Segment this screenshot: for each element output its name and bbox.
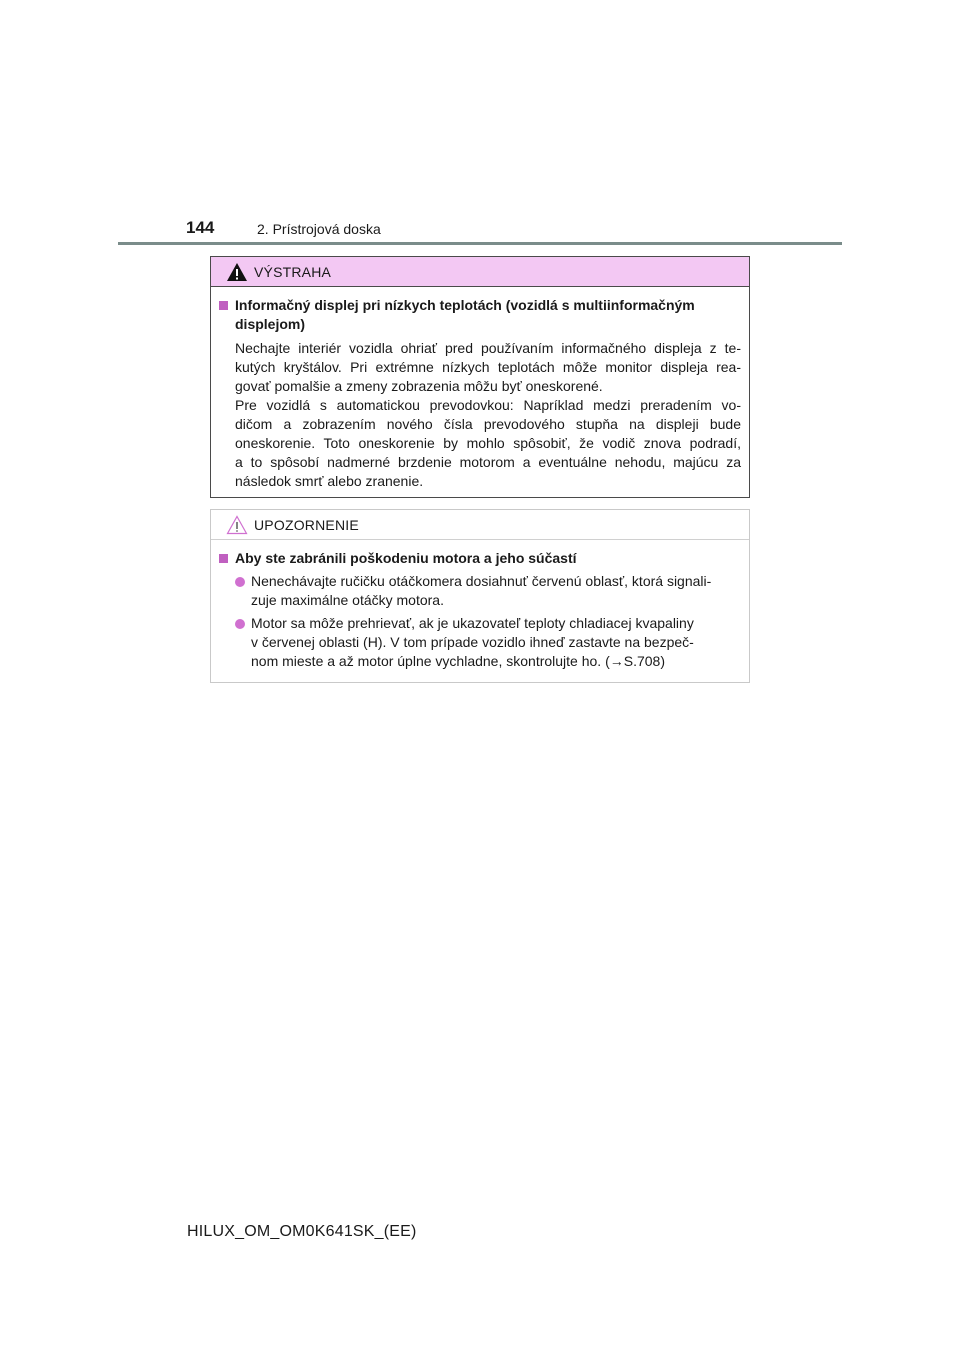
caution-bullet-2-line-1: Motor sa môže prehrievať, ak je ukazovateľ teploty chladiacej kvapaliny	[251, 615, 694, 631]
document-code: HILUX_OM_OM0K641SK_(EE)	[187, 1223, 417, 1240]
caution-box	[210, 509, 750, 683]
square-bullet-icon	[219, 554, 228, 563]
caution-title: Aby ste zabránili poškodeniu motora a jeho súčastí	[235, 550, 577, 566]
caution-bullet-2	[235, 614, 741, 671]
warning-box	[210, 256, 750, 498]
warning-header	[211, 257, 749, 287]
header-divider	[118, 242, 842, 245]
caution-header	[211, 510, 749, 540]
warning-triangle-icon	[226, 262, 248, 282]
warning-title-line-2: displejom)	[235, 316, 306, 332]
warning-line-1: Nechajte interiér vozidla ohriať pred používaním informačného displeja z te-	[235, 340, 741, 356]
caution-triangle-icon	[226, 515, 248, 535]
section-title: 2. Prístrojová doska	[257, 221, 381, 237]
warning-line-3: govať pomalšie a zmeny zobrazenia môžu byť oneskorené.	[235, 378, 603, 394]
warning-paragraph	[235, 339, 741, 491]
warning-item-title	[219, 296, 741, 334]
caution-bullet-2-line-3: nom mieste a až motor úplne vychladne, skontrolujte ho. (→S.708)	[251, 653, 665, 669]
caution-bullet-1-line-1: Nenechávajte ručičku otáčkomera dosiahnuť červenú oblasť, ktorá signali-	[251, 573, 712, 589]
warning-line-4: Pre vozidlá s automatickou prevodovkou: Napríklad medzi preradením vo-	[235, 397, 741, 413]
warning-body	[211, 287, 749, 491]
page-number: 144	[186, 218, 215, 237]
caution-body	[211, 540, 749, 671]
caution-label: UPOZORNENIE	[254, 516, 359, 533]
round-bullet-icon	[235, 619, 245, 629]
warning-title-line-1: Informačný displej pri nízkych teplotách (vozidlá s multiinformačným	[235, 297, 695, 313]
warning-line-8: následok smrť alebo zranenie.	[235, 473, 424, 489]
caution-bullet-2-line-2: v červenej oblasti (H). V tom prípade vozidlo ihneď zastavte na bezpeč-	[251, 634, 694, 650]
round-bullet-icon	[235, 577, 245, 587]
warning-label: VÝSTRAHA	[254, 263, 332, 280]
warning-line-6: oneskorenie. Toto oneskorenie by mohlo spôsobiť, že vodič znova podradí,	[235, 435, 741, 451]
warning-line-7: a to spôsobí nadmerné brzdenie motorom a eventuálne nehodu, majúcu za	[235, 454, 741, 470]
caution-item-title	[219, 549, 741, 568]
caution-bullet-1-line-2: zuje maximálne otáčky motora.	[251, 592, 444, 608]
square-bullet-icon	[219, 301, 228, 310]
warning-line-2: kutých kryštálov. Pri extrémne nízkych teplotách môže monitor displeja rea-	[235, 359, 741, 375]
warning-line-5: dičom a zobrazením nového čísla prevodového stupňa na displeji bude	[235, 416, 741, 432]
caution-bullet-1	[235, 572, 741, 610]
